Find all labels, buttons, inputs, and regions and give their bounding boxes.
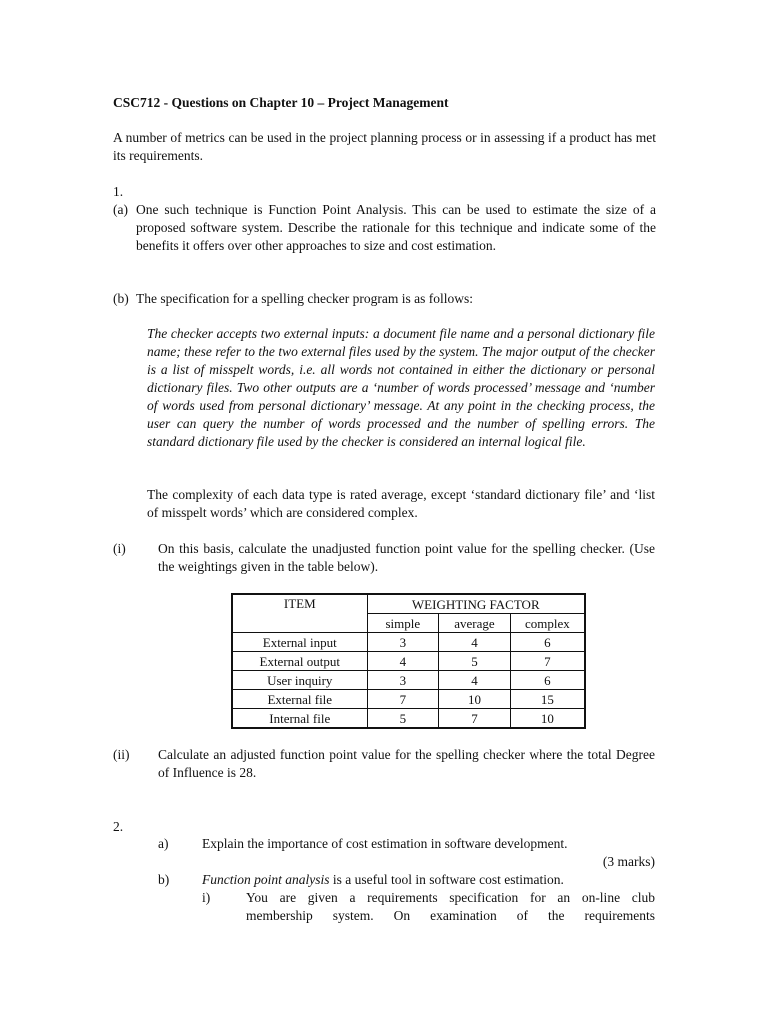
cell-average: 4 xyxy=(439,671,511,690)
page-title: CSC712 - Questions on Chapter 10 – Project Management xyxy=(113,95,449,110)
col-complex: complex xyxy=(510,614,585,633)
cell-simple: 5 xyxy=(367,709,439,729)
cell-complex: 7 xyxy=(510,652,585,671)
col-simple: simple xyxy=(367,614,439,633)
col-average: average xyxy=(439,614,511,633)
q2-part-b-text: is a useful tool in software cost estimation. xyxy=(329,872,564,887)
cell-average: 5 xyxy=(439,652,511,671)
row-item: External output xyxy=(232,652,367,671)
q1-part-a-label: (a) xyxy=(113,202,128,217)
q2-part-b-label: b) xyxy=(158,872,170,887)
q2-part-b-i-line-2: membership system. On examination of the requirements xyxy=(246,908,655,923)
q2-part-b-i-line-1: You are given a requirements specification for an on-line club xyxy=(246,890,655,905)
q1-part-ii-label: (ii) xyxy=(113,747,130,762)
cell-simple: 7 xyxy=(367,690,439,709)
weighting-table xyxy=(231,593,586,729)
weighting-factor-header: WEIGHTING FACTOR xyxy=(367,594,585,614)
table-row xyxy=(232,671,585,690)
table-header-row xyxy=(232,594,585,614)
table-row xyxy=(232,690,585,709)
q1-part-i-label: (i) xyxy=(113,541,126,556)
cell-average: 7 xyxy=(439,709,511,729)
q2-part-a-label: a) xyxy=(158,836,169,851)
spec-paragraph: The checker accepts two external inputs: a document file name and a personal dictionary file name; these refer to the two external files used by the system. The major output of the checker is a list of misspelt words, i.e. all words not contained in either the dictionary or personal dictionary files. Two other outputs are a ‘number of words processed’ message and ‘number of words used from personal dictionary’ message. At any point in the checking process, the user can query the number of words processed and the number of spelling errors. The standard dictionary file used by the checker is considered an internal logical file. xyxy=(147,326,655,449)
question-1-number: 1. xyxy=(113,184,124,199)
cell-average: 10 xyxy=(439,690,511,709)
table-row xyxy=(232,652,585,671)
cell-complex: 15 xyxy=(510,690,585,709)
q1-part-b-text: The specification for a spelling checker program is as follows: xyxy=(136,291,474,306)
q1-part-a-text: One such technique is Function Point Analysis. This can be used to estimate the size of a proposed software system. Describe the rationale for this technique and indicate some of the benefits it offers over other approaches to size and cost estimation. xyxy=(136,202,656,253)
q2-part-b-line xyxy=(202,871,564,889)
q1-part-i-text: On this basis, calculate the unadjusted function point value for the spelling checker. (Use the weightings given in the table below). xyxy=(158,541,655,574)
cell-complex: 6 xyxy=(510,633,585,652)
intro-paragraph: A number of metrics can be used in the project planning process or in assessing if a product has met its requirements. xyxy=(113,130,656,163)
table-row xyxy=(232,633,585,652)
q2-part-b-i-label: i) xyxy=(202,890,211,905)
row-item: External input xyxy=(232,633,367,652)
complexity-paragraph: The complexity of each data type is rated average, except ‘standard dictionary file’ and ‘list of misspelt words’ which are considered complex. xyxy=(147,487,655,520)
cell-simple: 3 xyxy=(367,671,439,690)
cell-simple: 3 xyxy=(367,633,439,652)
cell-complex: 10 xyxy=(510,709,585,729)
row-item: Internal file xyxy=(232,709,367,729)
row-item: User inquiry xyxy=(232,671,367,690)
q1-part-ii-text: Calculate an adjusted function point value for the spelling checker where the total Degree of Influence is 28. xyxy=(158,747,655,780)
item-header: ITEM xyxy=(232,594,367,633)
q2-part-b-emphasis: Function point analysis xyxy=(202,872,330,887)
q2-part-a-marks: (3 marks) xyxy=(602,854,655,869)
q2-part-a-text: Explain the importance of cost estimation in software development. xyxy=(202,836,568,851)
row-item: External file xyxy=(232,690,367,709)
cell-complex: 6 xyxy=(510,671,585,690)
question-2-number: 2. xyxy=(113,819,124,834)
cell-simple: 4 xyxy=(367,652,439,671)
cell-average: 4 xyxy=(439,633,511,652)
table-row xyxy=(232,709,585,729)
q1-part-b-label: (b) xyxy=(113,291,129,306)
